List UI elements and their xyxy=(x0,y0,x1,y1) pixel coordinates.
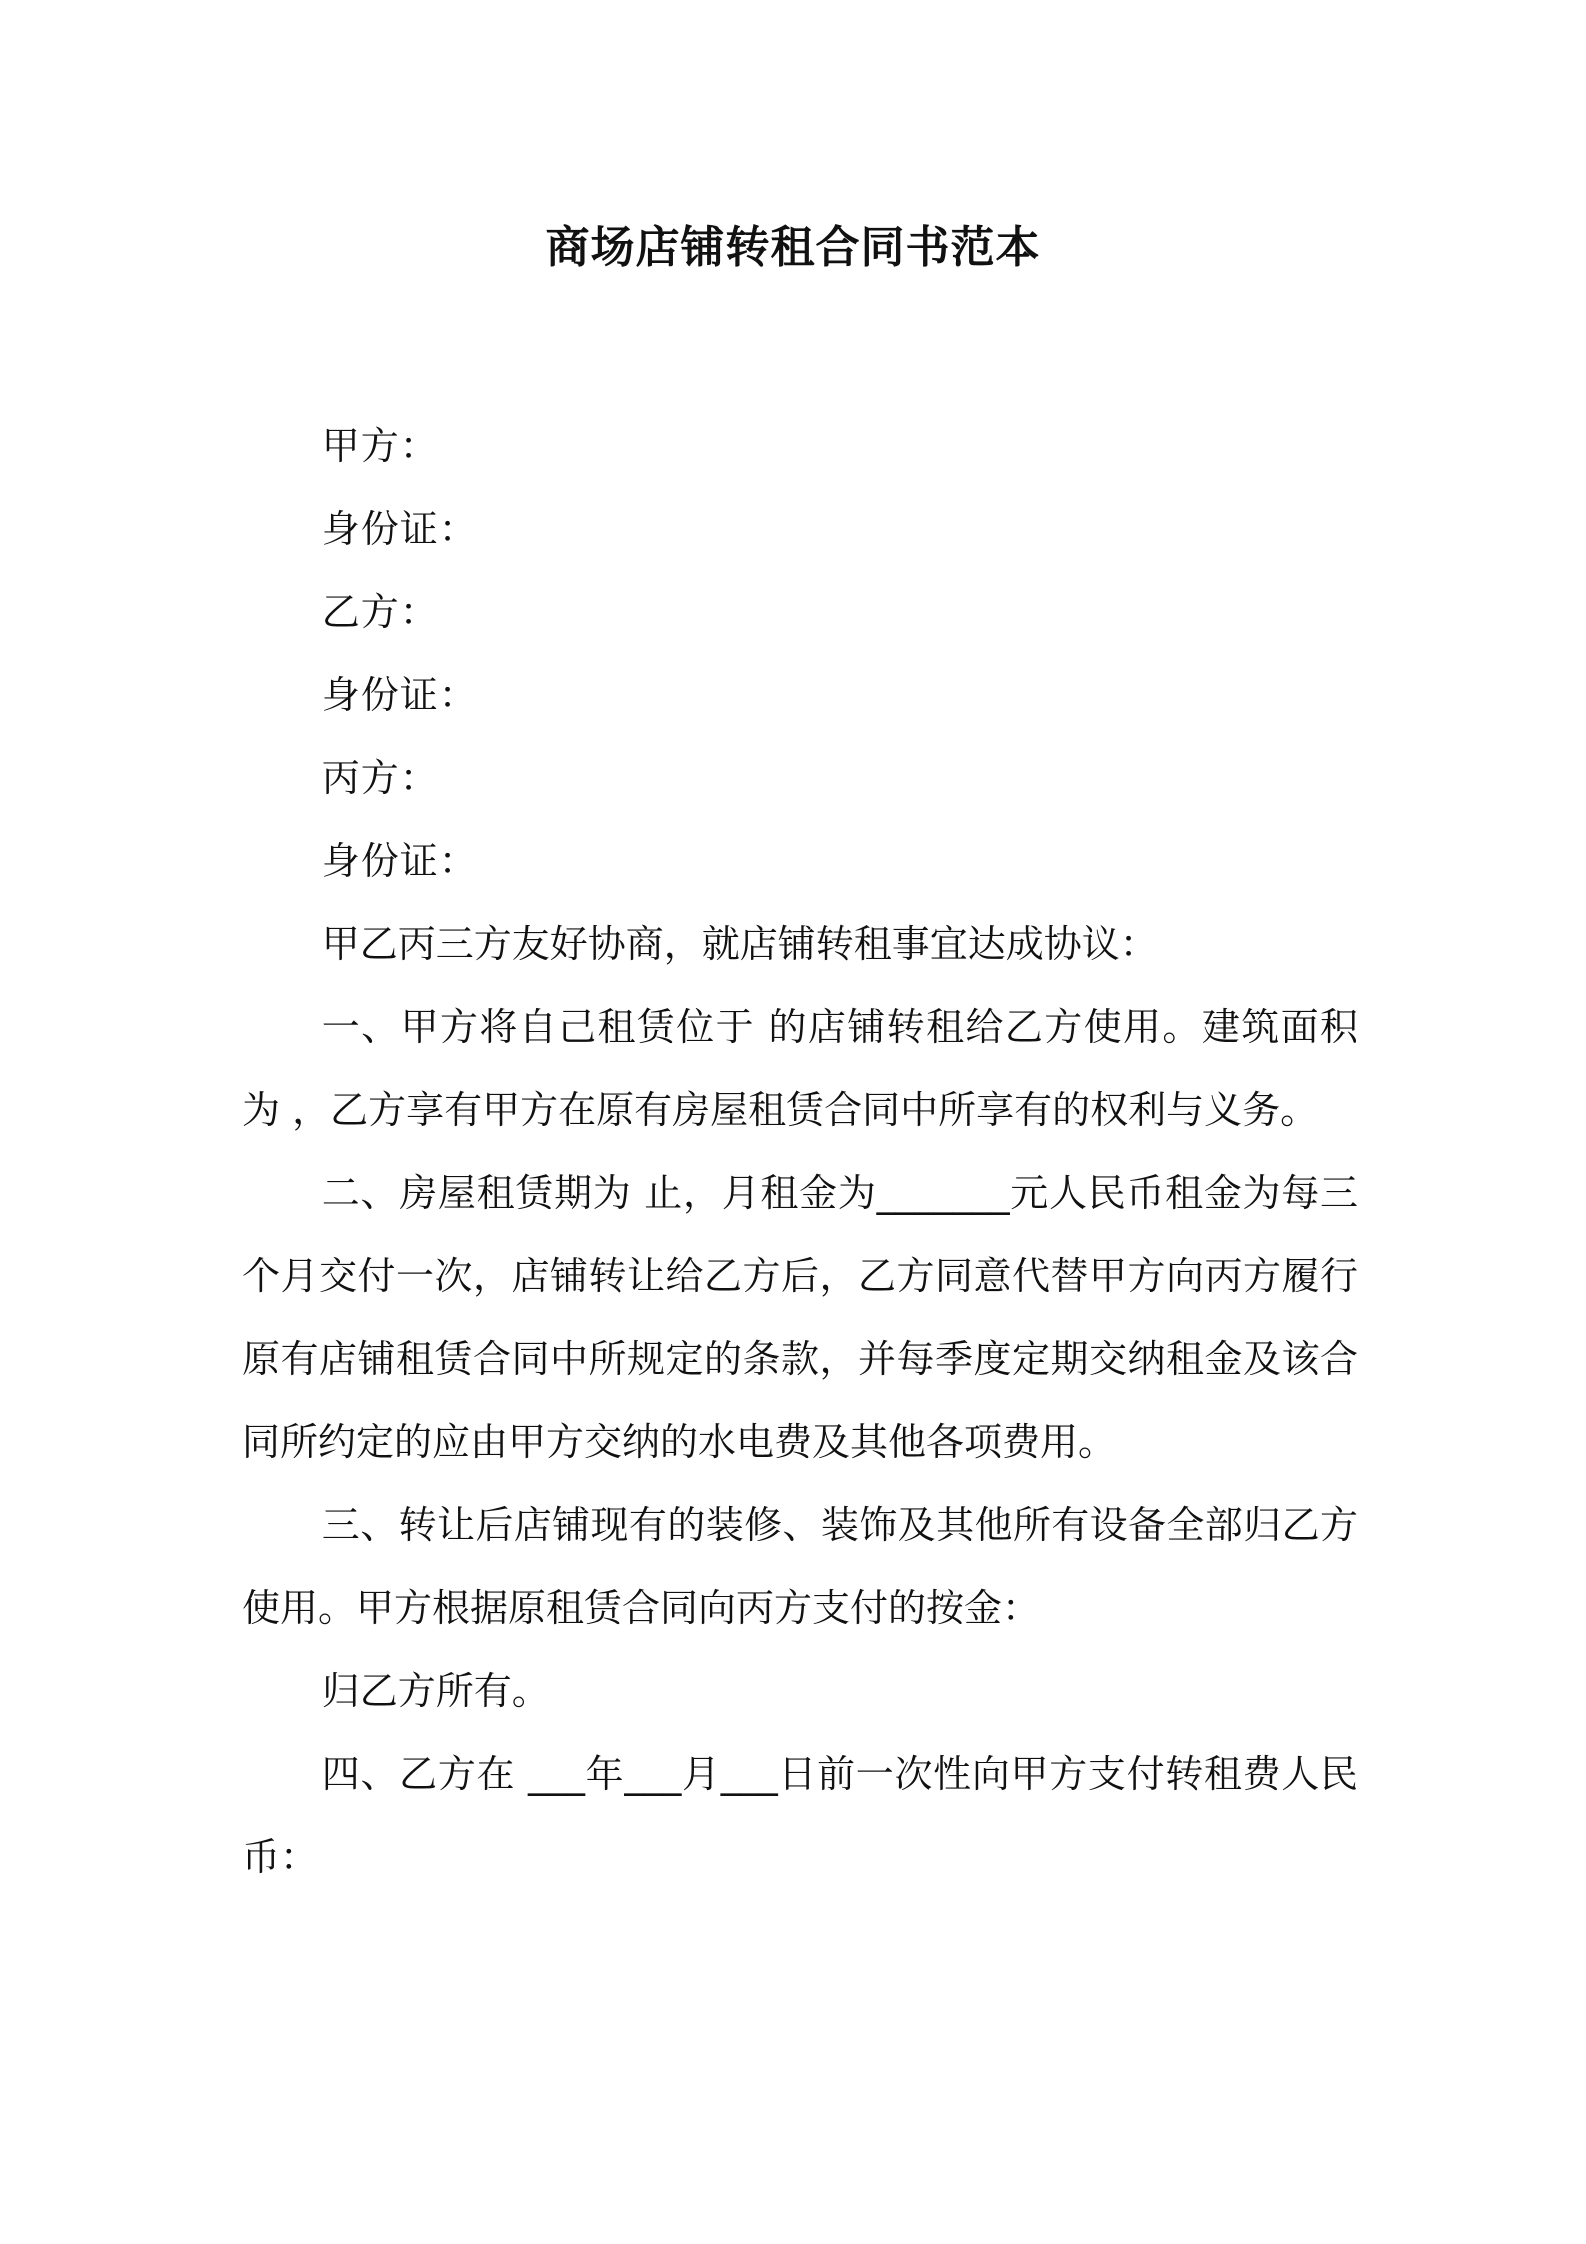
document-body xyxy=(242,405,1358,1899)
clause-3-continuation: 归乙方所有。 xyxy=(321,1669,550,1713)
party-c-id-field: 身份证： xyxy=(321,839,478,883)
clause-1: 一、甲方将自己租赁位于 的店铺转租给乙方使用。建筑面积为 ，乙方享有甲方在原有房屋租赁合同中所享有的权利与义务。 xyxy=(242,1005,1358,1132)
clause-2: 二、房屋租赁期为 止，月租金为_______元人民币租金为每三个月交付一次，店铺转让给乙方后，乙方同意代替甲方向丙方履行原有店铺租赁合同中所规定的条款，并每季度定期交纳租金及该合同所约定的应由甲方交纳的水电费及其他各项费用。 xyxy=(242,1171,1358,1464)
party-a-id-field: 身份证： xyxy=(321,507,478,551)
party-c-field: 丙方： xyxy=(321,756,439,800)
agreement-intro: 甲乙丙三方友好协商，就店铺转租事宜达成协议： xyxy=(321,922,1158,966)
party-b-id-field: 身份证： xyxy=(321,673,478,717)
clause-4: 四、乙方在 ___年___月___日前一次性向甲方支付转租费人民币： xyxy=(242,1752,1358,1879)
clause-3: 三、转让后店铺现有的装修、装饰及其他所有设备全部归乙方使用。甲方根据原租赁合同向丙方支付的按金： xyxy=(242,1503,1358,1630)
party-a-field: 甲方： xyxy=(321,424,439,468)
party-b-field: 乙方： xyxy=(321,590,439,634)
document-title: 商场店铺转租合同书范本 xyxy=(545,222,1041,273)
